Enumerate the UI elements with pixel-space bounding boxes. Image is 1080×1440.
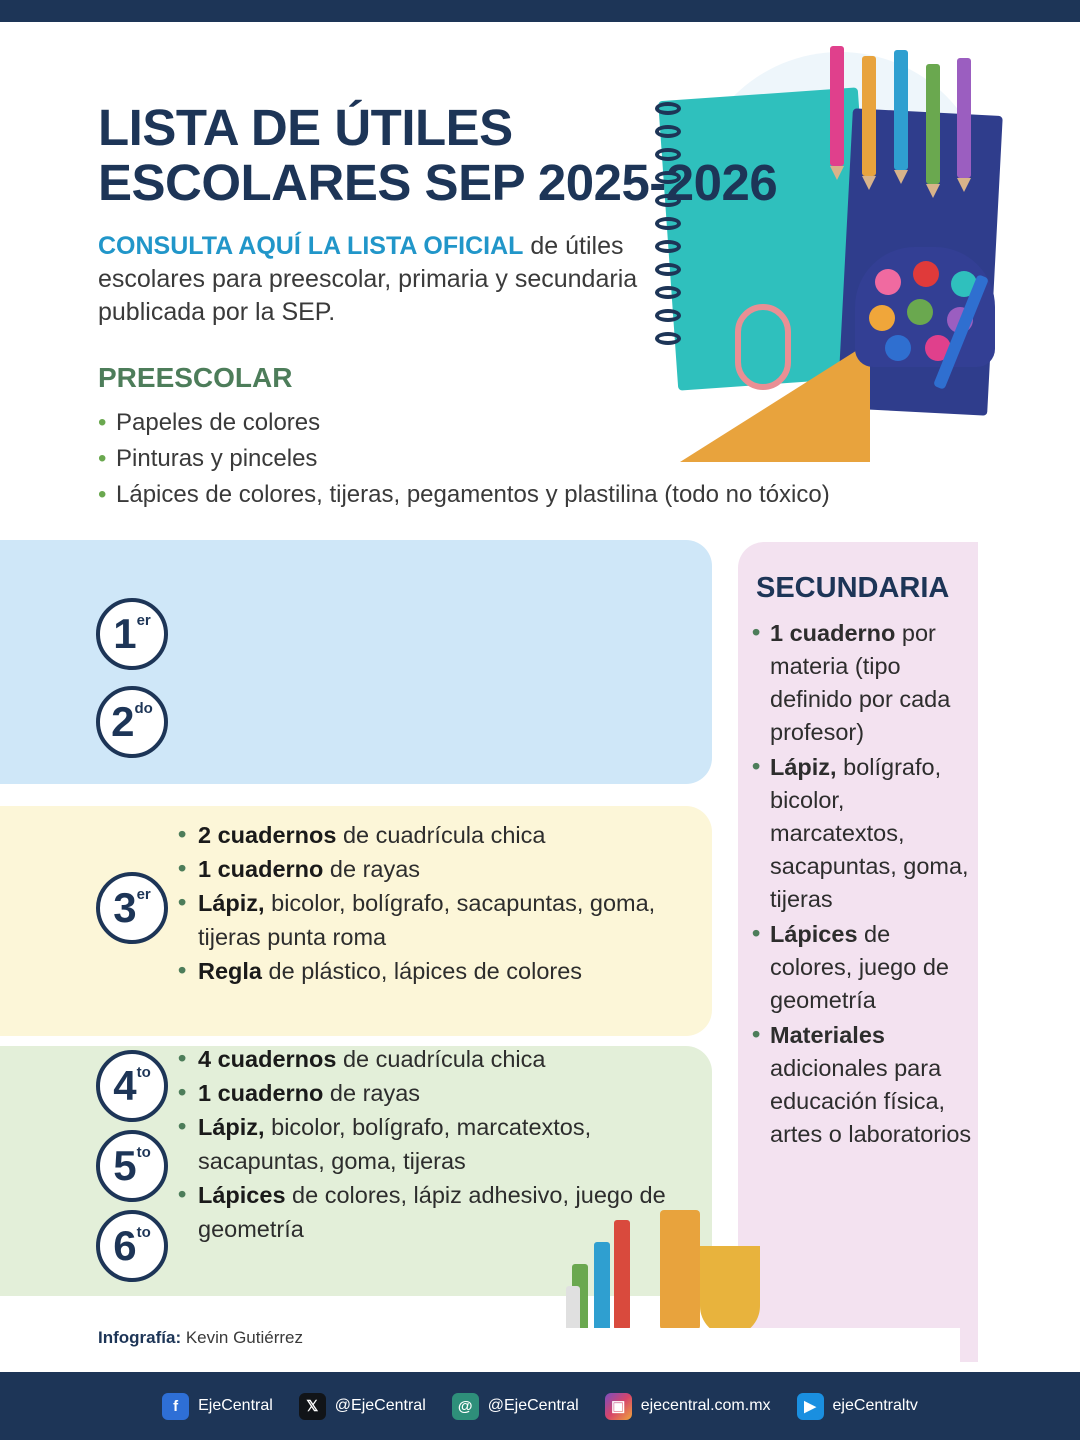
grade-badge-4 (96, 1050, 168, 1122)
red-pencil-icon (614, 1220, 630, 1330)
grade-number: 1 (113, 610, 137, 657)
social-label: ejecentral.com.mx (640, 1397, 771, 1414)
item-rest: bicolor, bolígrafo, marcatextos, sacapuntas, goma, tijeras (198, 1114, 592, 1174)
blue-marker-icon (594, 1242, 610, 1332)
cluster-mask (540, 1328, 960, 1368)
item-strong: 2 cuadernos (198, 822, 337, 848)
item-rest: bolígrafo, bicolor, marcatextos, sacapuntas, goma, tijeras (770, 754, 969, 912)
credit-line (98, 1328, 303, 1348)
item-rest: de colores, lápiz adhesivo, juego de geometría (198, 1182, 666, 1242)
item-rest: por materia (tipo definido por cada profesor) (770, 620, 951, 745)
grade-badge-1 (96, 598, 168, 670)
page-title-line-1: LISTA DE ÚTILES (98, 99, 513, 156)
list-item (178, 1076, 708, 1110)
social-youtube[interactable] (797, 1393, 918, 1420)
item-strong: Lápiz, (198, 890, 265, 916)
grade-number: 5 (113, 1142, 137, 1189)
instagram-icon: ▣ (605, 1393, 632, 1420)
item-strong: 4 cuadernos (198, 1046, 337, 1072)
secundaria-list (752, 617, 972, 1151)
pencil-orange-icon (862, 56, 876, 176)
list-item (178, 852, 708, 886)
grade-badge-6 (96, 1210, 168, 1282)
social-threads[interactable] (452, 1393, 579, 1420)
ruler-icon (660, 1210, 700, 1330)
preescolar-heading: PREESCOLAR (98, 362, 293, 393)
scissors-icon (700, 1246, 760, 1336)
item-strong: 1 cuaderno (770, 620, 896, 646)
item-strong: 1 cuaderno (198, 1080, 324, 1106)
grade-number: 4 (113, 1062, 137, 1109)
eraser-icon (566, 1286, 580, 1334)
social-label: @EjeCentral (487, 1397, 579, 1414)
list-item (752, 918, 972, 1017)
item-rest: de cuadrícula chica (336, 1046, 546, 1072)
page-subtitle-highlight: CONSULTA AQUÍ LA LISTA OFICIAL (98, 232, 524, 260)
list-item (178, 954, 708, 988)
facebook-icon: f (162, 1393, 189, 1420)
list-item (178, 886, 708, 954)
item-rest: de rayas (323, 856, 421, 882)
pencil-green-icon (926, 64, 940, 184)
item-rest: de cuadrícula chica (336, 822, 546, 848)
list-item: • Pinturas y pinceles (98, 441, 830, 477)
item-rest: de rayas (323, 1080, 421, 1106)
grade-suffix: er (136, 612, 151, 629)
item-rest: bicolor, bolígrafo, sacapuntas, goma, tijeras punta roma (198, 890, 656, 950)
grade-number: 3 (113, 884, 137, 931)
list-item (752, 617, 972, 749)
item-rest: de plástico, lápices de colores (262, 958, 583, 984)
item-rest: de colores, juego de geometría (770, 921, 949, 1013)
footer-social-bar (0, 1372, 1080, 1440)
list-item (752, 1019, 972, 1151)
x-twitter-icon: 𝕏 (299, 1393, 326, 1420)
grade-badge-5 (96, 1130, 168, 1202)
page-subtitle (98, 230, 678, 329)
list-item (752, 751, 972, 916)
item-strong: Lápiz, (770, 754, 837, 780)
grade-suffix: to (136, 1224, 151, 1241)
item-strong: Regla (198, 958, 262, 984)
grade-suffix: to (136, 1144, 151, 1161)
item-rest: adicionales para educación física, artes o laboratorios (770, 1055, 972, 1147)
header-section (0, 22, 1080, 534)
youtube-icon: ▶ (797, 1393, 824, 1420)
page-title-line-2: ESCOLARES SEP 2025-2026 (98, 154, 778, 211)
grade-suffix: to (136, 1064, 151, 1081)
item-strong: Lápices (198, 1182, 286, 1208)
item-strong: Lápiz, (198, 1114, 265, 1140)
grade-suffix: er (136, 886, 151, 903)
social-instagram[interactable] (605, 1393, 771, 1420)
grade-suffix: do (134, 700, 153, 717)
pencil-purple-icon (957, 58, 971, 178)
pencil-pink-icon (830, 46, 844, 166)
social-label: ejeCentraltv (832, 1397, 918, 1414)
item-strong: 1 cuaderno (198, 856, 324, 882)
grade-badge-2 (96, 686, 168, 758)
social-x-twitter[interactable] (299, 1393, 426, 1420)
list-item: • Lápices de colores, tijeras, pegamentos y plastilina (todo no tóxico) (98, 477, 830, 513)
secundaria-heading: SECUNDARIA (756, 572, 950, 604)
pencil-blue-icon (894, 50, 908, 170)
grade-badge-3 (96, 872, 168, 944)
credit-author: Kevin Gutiérrez (181, 1328, 303, 1347)
page-subtitle-rest: de útiles escolares para preescolar, primaria y secundaria publicada por la SEP. (98, 232, 638, 326)
primaria-group-3-list (178, 1042, 708, 1246)
item-strong: Lápices (770, 921, 858, 947)
list-item: • Papeles de colores (98, 405, 830, 441)
lists-section (0, 534, 1080, 1372)
list-item (178, 1110, 708, 1178)
item-strong: Materiales (770, 1022, 885, 1048)
list-item (178, 1042, 708, 1076)
social-facebook[interactable] (162, 1393, 273, 1420)
secundaria-panel (738, 542, 978, 1362)
social-label: @EjeCentral (334, 1397, 426, 1414)
threads-icon: @ (452, 1393, 479, 1420)
primaria-group-2-list (178, 818, 708, 988)
grade-number: 2 (111, 698, 135, 745)
preescolar-list (98, 405, 830, 513)
page-title (98, 100, 777, 210)
top-accent-bar (0, 0, 1080, 22)
credit-label: Infografía: (98, 1328, 182, 1347)
grade-number: 6 (113, 1222, 137, 1269)
list-item (178, 818, 708, 852)
social-label: EjeCentral (198, 1397, 273, 1414)
